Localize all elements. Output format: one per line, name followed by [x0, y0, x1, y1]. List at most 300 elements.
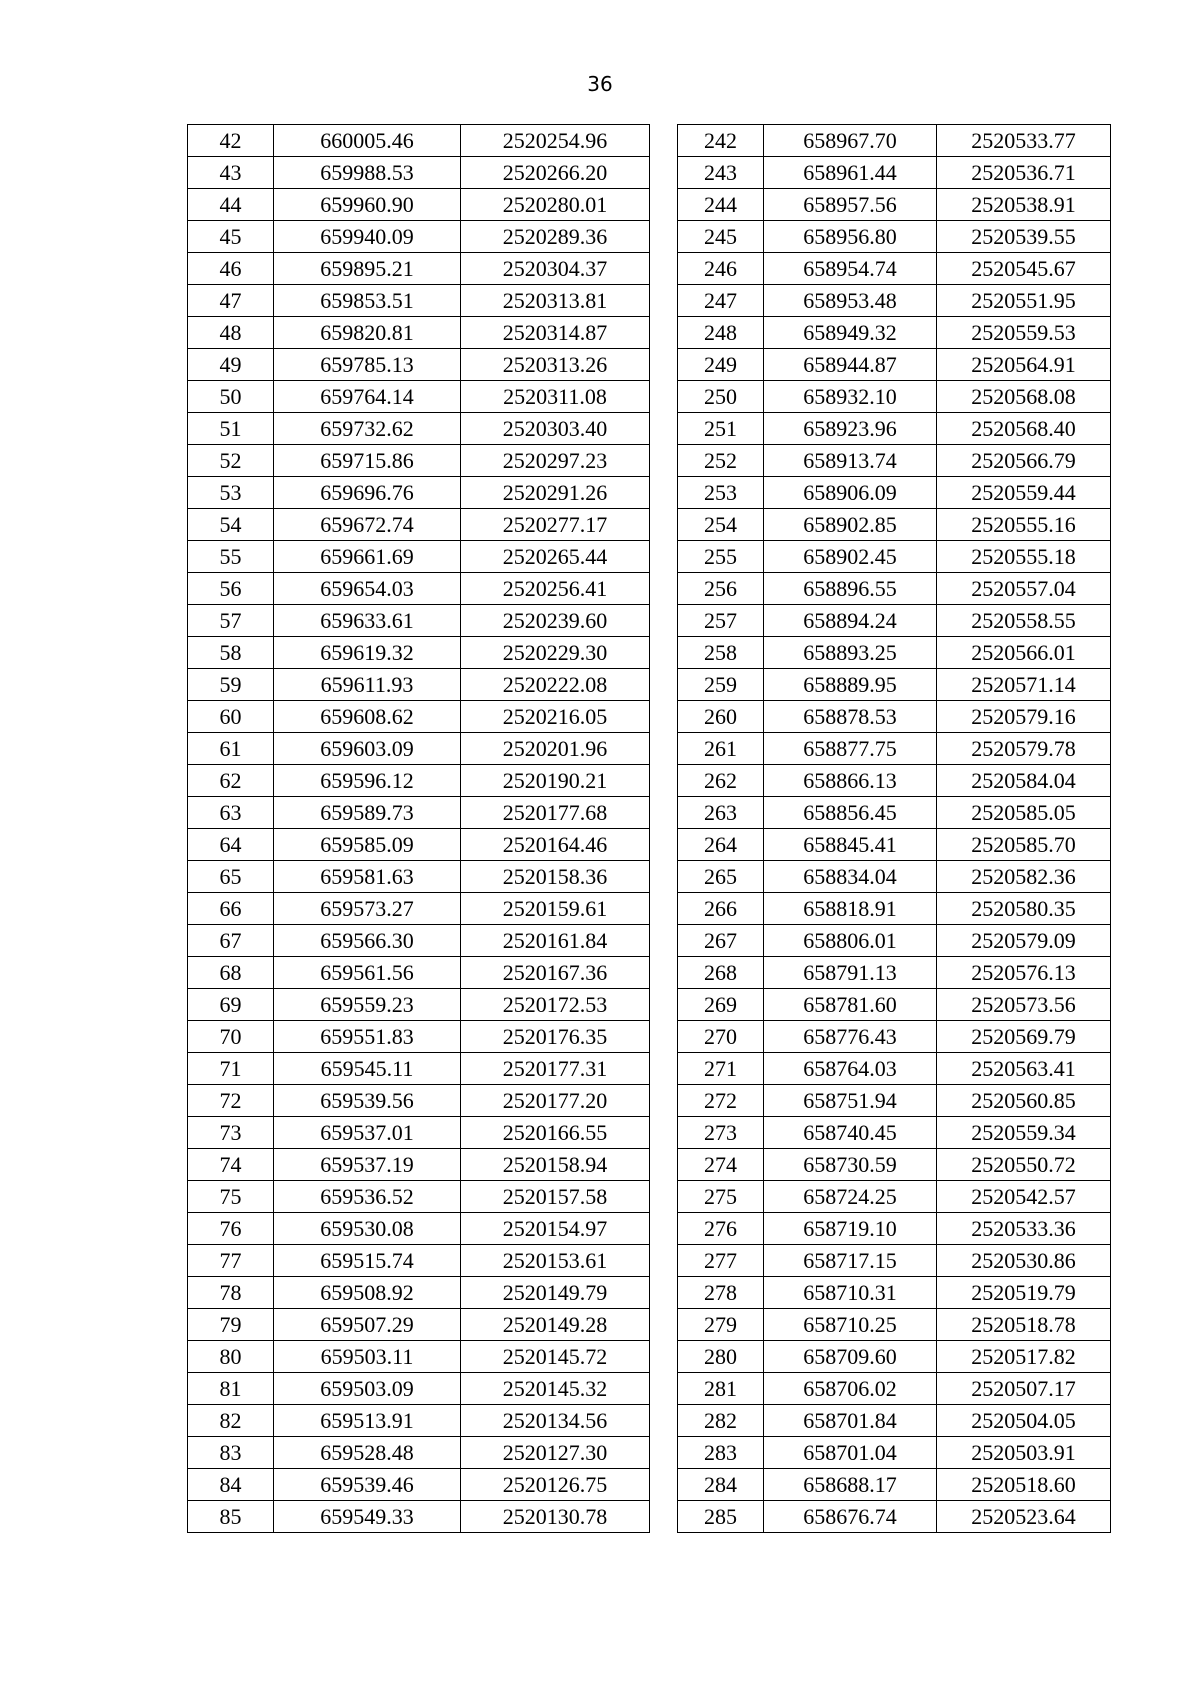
table-row: [188, 1501, 650, 1533]
point-number-cell: 270: [678, 1021, 764, 1053]
y-coordinate-cell: 2520542.57: [937, 1181, 1111, 1213]
point-number-cell: 266: [678, 893, 764, 925]
x-coordinate-cell: 659503.11: [274, 1341, 461, 1373]
point-number-cell: 81: [188, 1373, 274, 1405]
x-coordinate-cell: 658818.91: [764, 893, 937, 925]
table-row: [678, 605, 1111, 637]
x-coordinate-cell: 658806.01: [764, 925, 937, 957]
table-row: [188, 861, 650, 893]
x-coordinate-cell: 658706.02: [764, 1373, 937, 1405]
x-coordinate-cell: 659508.92: [274, 1277, 461, 1309]
y-coordinate-cell: 2520518.78: [937, 1309, 1111, 1341]
x-coordinate-cell: 659539.46: [274, 1469, 461, 1501]
point-number-cell: 47: [188, 285, 274, 317]
table-row: [188, 1021, 650, 1053]
y-coordinate-cell: 2520545.67: [937, 253, 1111, 285]
x-coordinate-cell: 658893.25: [764, 637, 937, 669]
point-number-cell: 68: [188, 957, 274, 989]
x-coordinate-cell: 659785.13: [274, 349, 461, 381]
y-coordinate-cell: 2520555.16: [937, 509, 1111, 541]
point-number-cell: 276: [678, 1213, 764, 1245]
x-coordinate-cell: 659513.91: [274, 1405, 461, 1437]
point-number-cell: 46: [188, 253, 274, 285]
table-row: [678, 1213, 1111, 1245]
point-number-cell: 72: [188, 1085, 274, 1117]
y-coordinate-cell: 2520134.56: [461, 1405, 650, 1437]
x-coordinate-cell: 659515.74: [274, 1245, 461, 1277]
x-coordinate-cell: 659559.23: [274, 989, 461, 1021]
y-coordinate-cell: 2520130.78: [461, 1501, 650, 1533]
table-row: [188, 925, 650, 957]
y-coordinate-cell: 2520229.30: [461, 637, 650, 669]
point-number-cell: 44: [188, 189, 274, 221]
x-coordinate-cell: 658751.94: [764, 1085, 937, 1117]
x-coordinate-cell: 658710.25: [764, 1309, 937, 1341]
table-row: [188, 189, 650, 221]
table-row: [678, 1341, 1111, 1373]
point-number-cell: 70: [188, 1021, 274, 1053]
x-coordinate-cell: 658913.74: [764, 445, 937, 477]
table-row: [678, 1469, 1111, 1501]
point-number-cell: 45: [188, 221, 274, 253]
x-coordinate-cell: 659537.19: [274, 1149, 461, 1181]
y-coordinate-cell: 2520149.28: [461, 1309, 650, 1341]
table-row: [678, 1373, 1111, 1405]
y-coordinate-cell: 2520277.17: [461, 509, 650, 541]
y-coordinate-cell: 2520533.77: [937, 125, 1111, 157]
point-number-cell: 249: [678, 349, 764, 381]
x-coordinate-cell: 658709.60: [764, 1341, 937, 1373]
table-row: [678, 1245, 1111, 1277]
y-coordinate-cell: 2520126.75: [461, 1469, 650, 1501]
point-number-cell: 80: [188, 1341, 274, 1373]
table-row: [188, 541, 650, 573]
table-row: [188, 669, 650, 701]
y-coordinate-cell: 2520550.72: [937, 1149, 1111, 1181]
y-coordinate-cell: 2520517.82: [937, 1341, 1111, 1373]
point-number-cell: 258: [678, 637, 764, 669]
x-coordinate-cell: 659654.03: [274, 573, 461, 605]
x-coordinate-cell: 659608.62: [274, 701, 461, 733]
point-number-cell: 48: [188, 317, 274, 349]
table-row: [678, 1117, 1111, 1149]
x-coordinate-cell: 658688.17: [764, 1469, 937, 1501]
x-coordinate-cell: 659672.74: [274, 509, 461, 541]
table-row: [188, 1213, 650, 1245]
point-number-cell: 54: [188, 509, 274, 541]
point-number-cell: 250: [678, 381, 764, 413]
x-coordinate-cell: 658949.32: [764, 317, 937, 349]
table-row: [678, 573, 1111, 605]
table-row: [188, 957, 650, 989]
table-row: [188, 733, 650, 765]
table-row: [678, 925, 1111, 957]
table-row: [678, 157, 1111, 189]
point-number-cell: 57: [188, 605, 274, 637]
point-number-cell: 74: [188, 1149, 274, 1181]
point-number-cell: 260: [678, 701, 764, 733]
y-coordinate-cell: 2520153.61: [461, 1245, 650, 1277]
table-row: [188, 445, 650, 477]
x-coordinate-cell: 659603.09: [274, 733, 461, 765]
point-number-cell: 271: [678, 1053, 764, 1085]
point-number-cell: 251: [678, 413, 764, 445]
y-coordinate-cell: 2520579.78: [937, 733, 1111, 765]
y-coordinate-cell: 2520566.01: [937, 637, 1111, 669]
y-coordinate-cell: 2520167.36: [461, 957, 650, 989]
x-coordinate-cell: 658956.80: [764, 221, 937, 253]
table-row: [188, 1181, 650, 1213]
y-coordinate-cell: 2520538.91: [937, 189, 1111, 221]
y-coordinate-cell: 2520177.20: [461, 1085, 650, 1117]
table-row: [678, 989, 1111, 1021]
x-coordinate-cell: 659960.90: [274, 189, 461, 221]
point-number-cell: 64: [188, 829, 274, 861]
x-coordinate-cell: 658701.04: [764, 1437, 937, 1469]
x-coordinate-cell: 658776.43: [764, 1021, 937, 1053]
point-number-cell: 82: [188, 1405, 274, 1437]
y-coordinate-cell: 2520585.05: [937, 797, 1111, 829]
x-coordinate-cell: 658740.45: [764, 1117, 937, 1149]
y-coordinate-cell: 2520311.08: [461, 381, 650, 413]
x-coordinate-cell: 659507.29: [274, 1309, 461, 1341]
table-row: [678, 285, 1111, 317]
table-row: [188, 765, 650, 797]
table-row: [188, 989, 650, 1021]
point-number-cell: 273: [678, 1117, 764, 1149]
table-row: [188, 605, 650, 637]
table-row: [188, 1405, 650, 1437]
point-number-cell: 43: [188, 157, 274, 189]
x-coordinate-cell: 658724.25: [764, 1181, 937, 1213]
page-number: 36: [587, 72, 613, 96]
y-coordinate-cell: 2520582.36: [937, 861, 1111, 893]
point-number-cell: 69: [188, 989, 274, 1021]
table-row: [678, 509, 1111, 541]
x-coordinate-cell: 658889.95: [764, 669, 937, 701]
table-row: [188, 1117, 650, 1149]
point-number-cell: 52: [188, 445, 274, 477]
table-row: [678, 221, 1111, 253]
table-row: [678, 669, 1111, 701]
y-coordinate-cell: 2520576.13: [937, 957, 1111, 989]
x-coordinate-cell: 659585.09: [274, 829, 461, 861]
y-coordinate-cell: 2520177.31: [461, 1053, 650, 1085]
y-coordinate-cell: 2520166.55: [461, 1117, 650, 1149]
table-row: [678, 253, 1111, 285]
point-number-cell: 75: [188, 1181, 274, 1213]
y-coordinate-cell: 2520313.26: [461, 349, 650, 381]
table-row: [678, 381, 1111, 413]
table-row: [188, 797, 650, 829]
y-coordinate-cell: 2520313.81: [461, 285, 650, 317]
x-coordinate-cell: 658878.53: [764, 701, 937, 733]
point-number-cell: 248: [678, 317, 764, 349]
table-row: [188, 285, 650, 317]
x-coordinate-cell: 659561.56: [274, 957, 461, 989]
point-number-cell: 242: [678, 125, 764, 157]
x-coordinate-cell: 658791.13: [764, 957, 937, 989]
point-number-cell: 281: [678, 1373, 764, 1405]
y-coordinate-cell: 2520551.95: [937, 285, 1111, 317]
x-coordinate-cell: 659551.83: [274, 1021, 461, 1053]
point-number-cell: 62: [188, 765, 274, 797]
y-coordinate-cell: 2520564.91: [937, 349, 1111, 381]
table-row: [188, 317, 650, 349]
y-coordinate-cell: 2520291.26: [461, 477, 650, 509]
point-number-cell: 83: [188, 1437, 274, 1469]
x-coordinate-cell: 659611.93: [274, 669, 461, 701]
table-row: [188, 1053, 650, 1085]
x-coordinate-cell: 659545.11: [274, 1053, 461, 1085]
table-row: [678, 1085, 1111, 1117]
table-row: [678, 1501, 1111, 1533]
y-coordinate-cell: 2520563.41: [937, 1053, 1111, 1085]
table-row: [678, 765, 1111, 797]
x-coordinate-cell: 659573.27: [274, 893, 461, 925]
table-row: [678, 797, 1111, 829]
table-row: [678, 541, 1111, 573]
y-coordinate-cell: 2520297.23: [461, 445, 650, 477]
y-coordinate-cell: 2520222.08: [461, 669, 650, 701]
y-coordinate-cell: 2520585.70: [937, 829, 1111, 861]
x-coordinate-cell: 658961.44: [764, 157, 937, 189]
y-coordinate-cell: 2520164.46: [461, 829, 650, 861]
table-row: [678, 1021, 1111, 1053]
y-coordinate-cell: 2520507.17: [937, 1373, 1111, 1405]
x-coordinate-cell: 659539.56: [274, 1085, 461, 1117]
table-row: [678, 1181, 1111, 1213]
x-coordinate-cell: 659732.62: [274, 413, 461, 445]
point-number-cell: 253: [678, 477, 764, 509]
y-coordinate-cell: 2520201.96: [461, 733, 650, 765]
y-coordinate-cell: 2520172.53: [461, 989, 650, 1021]
y-coordinate-cell: 2520239.60: [461, 605, 650, 637]
point-number-cell: 85: [188, 1501, 274, 1533]
y-coordinate-cell: 2520573.56: [937, 989, 1111, 1021]
point-number-cell: 243: [678, 157, 764, 189]
y-coordinate-cell: 2520176.35: [461, 1021, 650, 1053]
table-row: [678, 349, 1111, 381]
point-number-cell: 245: [678, 221, 764, 253]
y-coordinate-cell: 2520530.86: [937, 1245, 1111, 1277]
table-row: [678, 733, 1111, 765]
table-row: [188, 1373, 650, 1405]
point-number-cell: 50: [188, 381, 274, 413]
y-coordinate-cell: 2520566.79: [937, 445, 1111, 477]
point-number-cell: 278: [678, 1277, 764, 1309]
point-number-cell: 256: [678, 573, 764, 605]
point-number-cell: 78: [188, 1277, 274, 1309]
x-coordinate-cell: 658730.59: [764, 1149, 937, 1181]
y-coordinate-cell: 2520559.34: [937, 1117, 1111, 1149]
x-coordinate-cell: 659696.76: [274, 477, 461, 509]
point-number-cell: 53: [188, 477, 274, 509]
table-row: [188, 1469, 650, 1501]
point-number-cell: 71: [188, 1053, 274, 1085]
table-row: [188, 1085, 650, 1117]
table-row: [678, 477, 1111, 509]
x-coordinate-cell: 658834.04: [764, 861, 937, 893]
table-row: [678, 829, 1111, 861]
point-number-cell: 279: [678, 1309, 764, 1341]
point-number-cell: 77: [188, 1245, 274, 1277]
y-coordinate-cell: 2520216.05: [461, 701, 650, 733]
y-coordinate-cell: 2520571.14: [937, 669, 1111, 701]
point-number-cell: 76: [188, 1213, 274, 1245]
x-coordinate-cell: 658717.15: [764, 1245, 937, 1277]
x-coordinate-cell: 658894.24: [764, 605, 937, 637]
x-coordinate-cell: 658866.13: [764, 765, 937, 797]
x-coordinate-cell: 658701.84: [764, 1405, 937, 1437]
table-row: [678, 1309, 1111, 1341]
y-coordinate-cell: 2520579.09: [937, 925, 1111, 957]
point-number-cell: 283: [678, 1437, 764, 1469]
y-coordinate-cell: 2520158.36: [461, 861, 650, 893]
point-number-cell: 55: [188, 541, 274, 573]
x-coordinate-cell: 659596.12: [274, 765, 461, 797]
table-row: [188, 157, 650, 189]
y-coordinate-cell: 2520127.30: [461, 1437, 650, 1469]
y-coordinate-cell: 2520177.68: [461, 797, 650, 829]
x-coordinate-cell: 659764.14: [274, 381, 461, 413]
point-number-cell: 285: [678, 1501, 764, 1533]
point-number-cell: 259: [678, 669, 764, 701]
x-coordinate-cell: 658957.56: [764, 189, 937, 221]
x-coordinate-cell: 659715.86: [274, 445, 461, 477]
y-coordinate-cell: 2520559.53: [937, 317, 1111, 349]
point-number-cell: 261: [678, 733, 764, 765]
point-number-cell: 272: [678, 1085, 764, 1117]
table-row: [188, 1341, 650, 1373]
y-coordinate-cell: 2520289.36: [461, 221, 650, 253]
table-row: [188, 509, 650, 541]
point-number-cell: 255: [678, 541, 764, 573]
x-coordinate-cell: 658877.75: [764, 733, 937, 765]
x-coordinate-cell: 658923.96: [764, 413, 937, 445]
table-row: [678, 893, 1111, 925]
table-row: [678, 957, 1111, 989]
table-row: [678, 637, 1111, 669]
x-coordinate-cell: 658953.48: [764, 285, 937, 317]
x-coordinate-cell: 659619.32: [274, 637, 461, 669]
point-number-cell: 56: [188, 573, 274, 605]
table-row: [678, 189, 1111, 221]
x-coordinate-cell: 659530.08: [274, 1213, 461, 1245]
coordinates-table-left: [187, 124, 650, 1533]
y-coordinate-cell: 2520539.55: [937, 221, 1111, 253]
table-row: [188, 413, 650, 445]
x-coordinate-cell: 658906.09: [764, 477, 937, 509]
point-number-cell: 65: [188, 861, 274, 893]
y-coordinate-cell: 2520149.79: [461, 1277, 650, 1309]
table-row: [188, 573, 650, 605]
y-coordinate-cell: 2520266.20: [461, 157, 650, 189]
x-coordinate-cell: 659661.69: [274, 541, 461, 573]
x-coordinate-cell: 659853.51: [274, 285, 461, 317]
y-coordinate-cell: 2520265.44: [461, 541, 650, 573]
y-coordinate-cell: 2520503.91: [937, 1437, 1111, 1469]
point-number-cell: 280: [678, 1341, 764, 1373]
point-number-cell: 79: [188, 1309, 274, 1341]
x-coordinate-cell: 659820.81: [274, 317, 461, 349]
x-coordinate-cell: 658719.10: [764, 1213, 937, 1245]
y-coordinate-cell: 2520533.36: [937, 1213, 1111, 1245]
table-row: [188, 1309, 650, 1341]
y-coordinate-cell: 2520161.84: [461, 925, 650, 957]
point-number-cell: 51: [188, 413, 274, 445]
table-row: [678, 125, 1111, 157]
table-row: [188, 349, 650, 381]
x-coordinate-cell: 658781.60: [764, 989, 937, 1021]
point-number-cell: 277: [678, 1245, 764, 1277]
table-row: [678, 413, 1111, 445]
y-coordinate-cell: 2520158.94: [461, 1149, 650, 1181]
y-coordinate-cell: 2520568.08: [937, 381, 1111, 413]
table-row: [188, 1437, 650, 1469]
point-number-cell: 42: [188, 125, 274, 157]
table-row: [188, 701, 650, 733]
y-coordinate-cell: 2520555.18: [937, 541, 1111, 573]
point-number-cell: 262: [678, 765, 764, 797]
table-row: [678, 1053, 1111, 1085]
point-number-cell: 284: [678, 1469, 764, 1501]
x-coordinate-cell: 660005.46: [274, 125, 461, 157]
x-coordinate-cell: 659940.09: [274, 221, 461, 253]
y-coordinate-cell: 2520557.04: [937, 573, 1111, 605]
table-row: [188, 125, 650, 157]
point-number-cell: 275: [678, 1181, 764, 1213]
coordinates-table-right: [677, 124, 1111, 1533]
y-coordinate-cell: 2520536.71: [937, 157, 1111, 189]
table-row: [678, 861, 1111, 893]
y-coordinate-cell: 2520569.79: [937, 1021, 1111, 1053]
table-row: [678, 445, 1111, 477]
y-coordinate-cell: 2520560.85: [937, 1085, 1111, 1117]
x-coordinate-cell: 659589.73: [274, 797, 461, 829]
x-coordinate-cell: 659566.30: [274, 925, 461, 957]
point-number-cell: 254: [678, 509, 764, 541]
table-row: [678, 1405, 1111, 1437]
table-row: [188, 381, 650, 413]
point-number-cell: 60: [188, 701, 274, 733]
y-coordinate-cell: 2520519.79: [937, 1277, 1111, 1309]
y-coordinate-cell: 2520154.97: [461, 1213, 650, 1245]
point-number-cell: 58: [188, 637, 274, 669]
table-row: [188, 893, 650, 925]
point-number-cell: 61: [188, 733, 274, 765]
x-coordinate-cell: 658944.87: [764, 349, 937, 381]
point-number-cell: 264: [678, 829, 764, 861]
point-number-cell: 282: [678, 1405, 764, 1437]
x-coordinate-cell: 659537.01: [274, 1117, 461, 1149]
table-row: [678, 701, 1111, 733]
y-coordinate-cell: 2520256.41: [461, 573, 650, 605]
y-coordinate-cell: 2520145.72: [461, 1341, 650, 1373]
point-number-cell: 66: [188, 893, 274, 925]
point-number-cell: 67: [188, 925, 274, 957]
x-coordinate-cell: 658896.55: [764, 573, 937, 605]
point-number-cell: 73: [188, 1117, 274, 1149]
x-coordinate-cell: 658676.74: [764, 1501, 937, 1533]
y-coordinate-cell: 2520504.05: [937, 1405, 1111, 1437]
table-row: [678, 317, 1111, 349]
table-row: [188, 253, 650, 285]
x-coordinate-cell: 658710.31: [764, 1277, 937, 1309]
table-row: [678, 1149, 1111, 1181]
x-coordinate-cell: 659503.09: [274, 1373, 461, 1405]
table-row: [188, 829, 650, 861]
